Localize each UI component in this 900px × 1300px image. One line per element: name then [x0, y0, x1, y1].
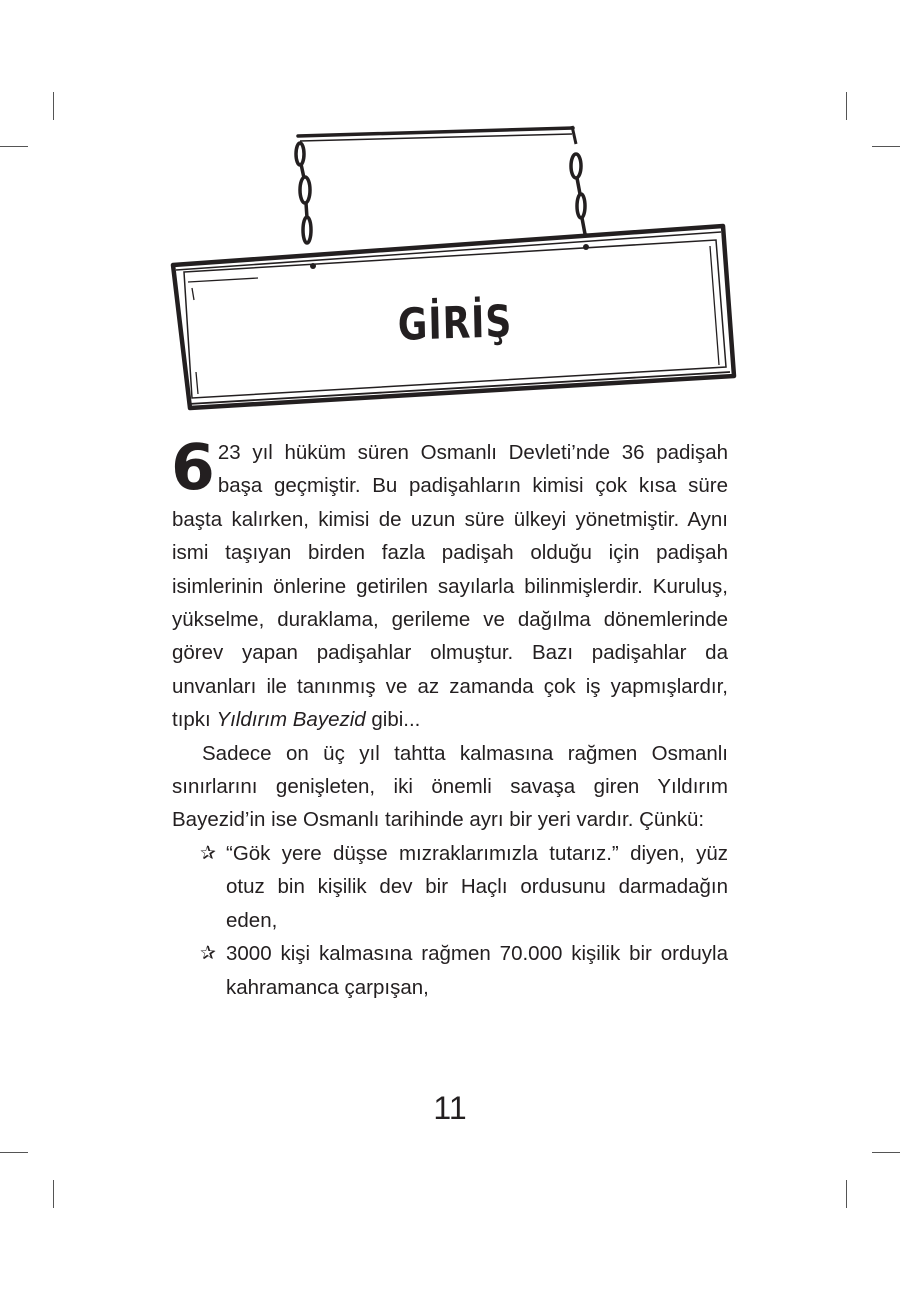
second-paragraph: Sadece on üç yıl tahtta kalmasına rağmen Osmanlı sınırlarını genişleten, iki önemli savaşa giren Yıldırım Bayezid’in ise Osmanlı tarihinde ayrı bir yeri vardır. Çünkü:	[172, 741, 728, 832]
intro-paragraph	[171, 431, 728, 737]
intro-text: 23 yıl hüküm süren Osmanlı Devleti’nde 36 padişah başa geçmiştir. Bu padişahların kimisi çok kısa süre başta kalırken, kimisi de uzun süre ülkeyi yönetmiştir. Aynı ismi taşıyan birden fazla padişah olduğu için padişah isimlerinin önlerine getirilen sayılarla bilinmişlerdir. Kuruluş, yükselme, duraklama, gerileme ve dağılma dönemlerinde görev yapan padişahlar olmuştur. Bazı padişahlar da unvanları ile tanınmış ve az zamanda çok iş yapmışlardır, tıpkı	[172, 441, 728, 732]
crop-mark	[846, 1180, 847, 1208]
bullet-list	[172, 837, 728, 1004]
chapter-title: GİRİŞ	[397, 296, 513, 351]
star-outline-icon: ✰	[200, 841, 216, 864]
chain-left	[296, 143, 318, 268]
hanging-sign-graphic	[168, 122, 742, 417]
crop-mark	[53, 1180, 54, 1208]
hanging-sign	[168, 122, 742, 417]
crop-mark	[0, 1152, 28, 1153]
drop-cap: 6	[171, 431, 215, 504]
page-number: 11	[433, 1090, 467, 1126]
list-item	[172, 937, 728, 1004]
crop-mark	[872, 146, 900, 147]
list-item-text: “Gök yere düşse mızraklarımızla tutarız.” diyen, yüz otuz bin kişilik dev bir Haçlı ordusunu darmadağın eden,	[226, 841, 728, 932]
crop-mark	[0, 146, 28, 147]
crop-mark	[53, 92, 54, 120]
intro-italic-name: Yıldırım Bayezid	[216, 708, 366, 732]
list-item-text: 3000 kişi kalmasına rağmen 70.000 kişilik bir orduyla kahramanca çarpışan,	[226, 942, 728, 999]
list-item	[172, 837, 728, 937]
star-outline-icon: ✰	[200, 942, 216, 965]
body-text	[171, 431, 728, 1004]
crop-mark	[846, 92, 847, 120]
crop-mark	[872, 1152, 900, 1153]
intro-text-end: gibi...	[365, 708, 421, 732]
